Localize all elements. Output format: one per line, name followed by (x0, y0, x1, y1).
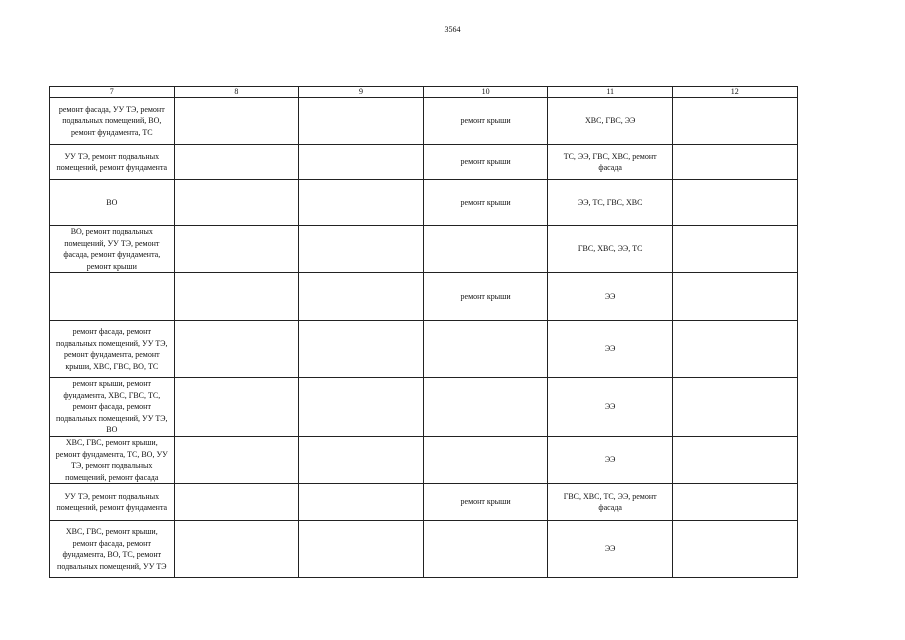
table-cell: ВО, ремонт подвальных помещений, УУ ТЭ, ремонт фасада, ремонт фундамента, ремонт крыши (50, 226, 175, 273)
table-cell: ЭЭ (548, 437, 673, 484)
table-row (50, 437, 798, 484)
column-header: 10 (423, 87, 548, 98)
table-row (50, 226, 798, 273)
table-cell: ремонт фасада, УУ ТЭ, ремонт подвальных помещений, ВО, ремонт фундамента, ТС (50, 98, 175, 145)
table-cell: ЭЭ (548, 378, 673, 437)
table-cell (672, 145, 797, 180)
table-cell: ЭЭ, ТС, ГВС, ХВС (548, 180, 673, 226)
column-header: 8 (174, 87, 299, 98)
table-cell (672, 521, 797, 578)
table-cell: ХВС, ГВС, ремонт крыши, ремонт фундамента, ТС, ВО, УУ ТЭ, ремонт подвальных помещений, ремонт фасада (50, 437, 175, 484)
table-cell: УУ ТЭ, ремонт подвальных помещений, ремонт фундамента (50, 145, 175, 180)
table-row (50, 521, 798, 578)
column-header: 7 (50, 87, 175, 98)
table-row (50, 180, 798, 226)
table-row (50, 484, 798, 521)
table-cell: ЭЭ (548, 521, 673, 578)
page-number: 3564 (444, 25, 461, 34)
table-cell (174, 321, 299, 378)
table-row (50, 378, 798, 437)
table-cell (423, 378, 548, 437)
table-cell: ГВС, ХВС, ТС, ЭЭ, ремонт фасада (548, 484, 673, 521)
table-cell (299, 378, 424, 437)
table-cell: ХВС, ГВС, ЭЭ (548, 98, 673, 145)
table-cell (299, 98, 424, 145)
table-cell (672, 273, 797, 321)
table-cell (174, 145, 299, 180)
table-cell: ХВС, ГВС, ремонт крыши, ремонт фасада, ремонт фундамента, ВО, ТС, ремонт подвальных помещений, УУ ТЭ (50, 521, 175, 578)
table-cell (423, 521, 548, 578)
table-row (50, 321, 798, 378)
table-cell (299, 180, 424, 226)
table-cell: ремонт крыши (423, 98, 548, 145)
table-cell (299, 273, 424, 321)
table-cell: ВО (50, 180, 175, 226)
table-cell (174, 180, 299, 226)
table-cell (672, 226, 797, 273)
table-cell (672, 437, 797, 484)
column-header: 11 (548, 87, 673, 98)
table-cell: ремонт крыши (423, 180, 548, 226)
table-cell (174, 484, 299, 521)
table-cell: ремонт крыши (423, 484, 548, 521)
table-cell: ГВС, ХВС, ЭЭ, ТС (548, 226, 673, 273)
table-cell (174, 98, 299, 145)
table-cell (672, 180, 797, 226)
table-row (50, 98, 798, 145)
table-cell (299, 521, 424, 578)
table-cell (423, 321, 548, 378)
table-cell: УУ ТЭ, ремонт подвальных помещений, ремонт фундамента (50, 484, 175, 521)
table-cell (299, 484, 424, 521)
column-header: 12 (672, 87, 797, 98)
header-row (50, 87, 798, 98)
table-row (50, 145, 798, 180)
table-cell (299, 145, 424, 180)
table-cell: ЭЭ (548, 321, 673, 378)
table-cell: ремонт крыши (423, 273, 548, 321)
table-cell (174, 437, 299, 484)
table-body (50, 98, 798, 578)
table-cell (299, 226, 424, 273)
table-cell (174, 226, 299, 273)
table-cell (50, 273, 175, 321)
table-cell (672, 484, 797, 521)
column-header: 9 (299, 87, 424, 98)
table-cell (174, 378, 299, 437)
table-cell (174, 521, 299, 578)
table-cell (299, 321, 424, 378)
table-cell (423, 226, 548, 273)
table-cell (672, 321, 797, 378)
table-cell (299, 437, 424, 484)
data-table (49, 86, 798, 578)
table-cell: ЭЭ (548, 273, 673, 321)
table-cell: ремонт крыши, ремонт фундамента, ХВС, ГВС, ТС, ремонт фасада, ремонт подвальных помещений, УУ ТЭ, ВО (50, 378, 175, 437)
table-cell (174, 273, 299, 321)
table-cell (672, 378, 797, 437)
table-cell (423, 437, 548, 484)
table-cell: ремонт крыши (423, 145, 548, 180)
table-cell: ТС, ЭЭ, ГВС, ХВС, ремонт фасада (548, 145, 673, 180)
table-row (50, 273, 798, 321)
table-cell: ремонт фасада, ремонт подвальных помещений, УУ ТЭ, ремонт фундамента, ремонт крыши, ХВС, ГВС, ВО, ТС (50, 321, 175, 378)
table-cell (672, 98, 797, 145)
